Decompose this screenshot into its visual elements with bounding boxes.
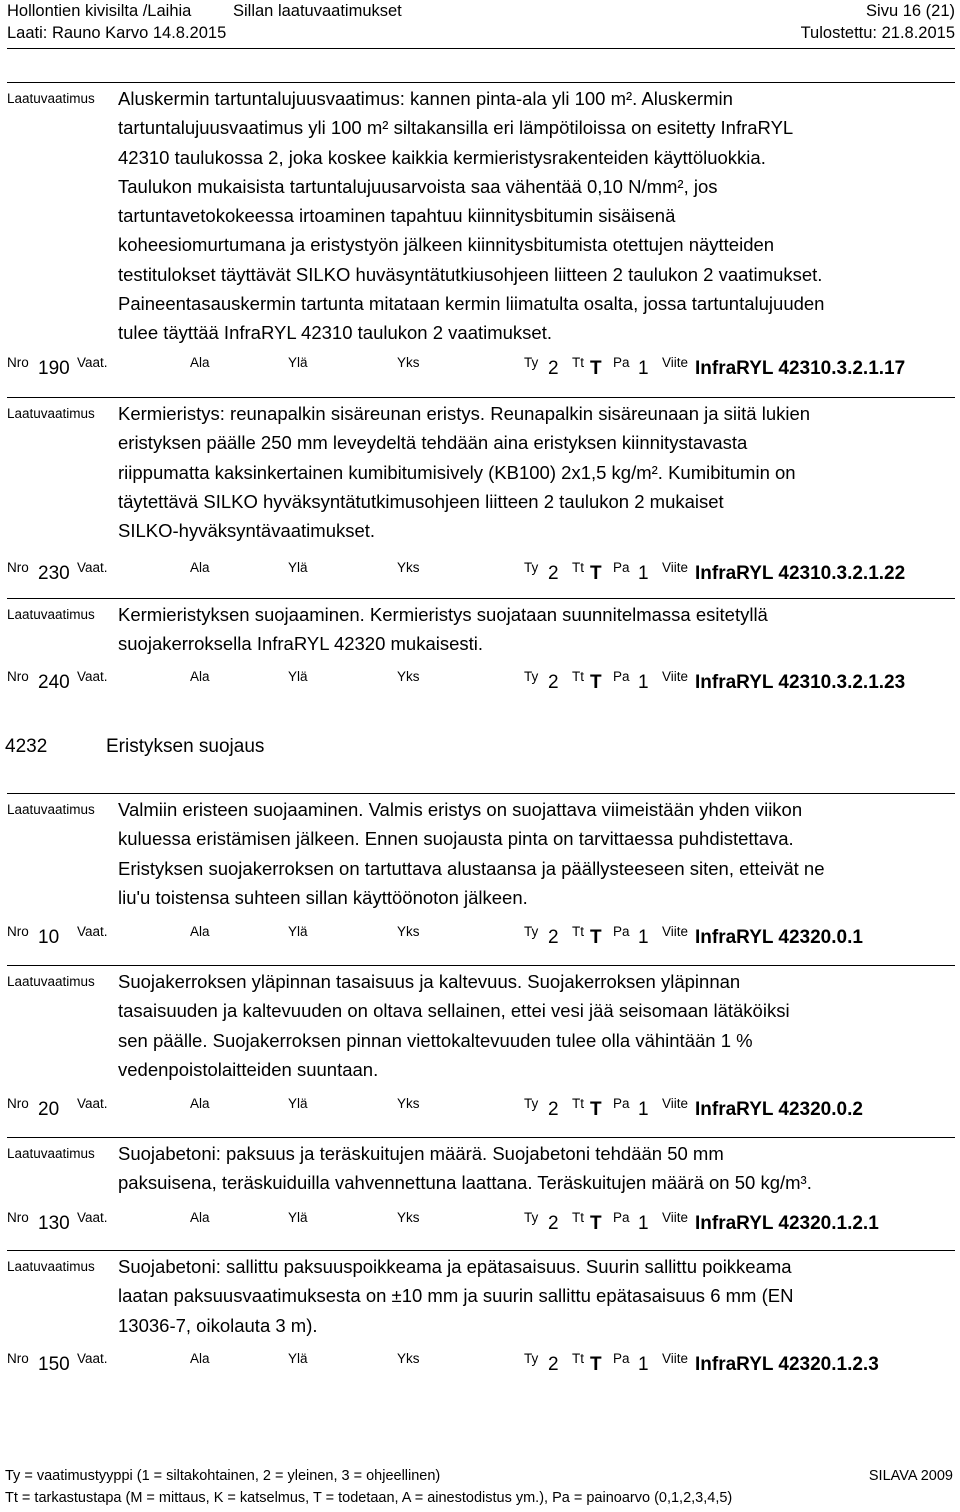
tt-value: T (590, 927, 602, 948)
viite-value: InfraRYL 42310.3.2.1.22 (695, 563, 906, 584)
footer-edition: SILAVA 2009 (868, 1468, 953, 1484)
requirement-text: Kermieristys: reunapalkin sisäreunan eristys. Reunapalkin sisäreunaan ja siitä lukien eristyksen päälle 250 mm leveydeltä tehdään aina eristyksen kiinnitystavasta riippumatta kaksinkertainen kumibitumisively (KB100) 2x1,5 kg/m². Kumibitumin on täytettävä SILKO hyväksyntätutkimusohjeen liitteen 2 taulukon 2 mukaiset SILKO-hyväksyntävaatimukset. (118, 403, 811, 542)
ala-label: Ala (190, 1210, 210, 1225)
requirement-block-240 (7, 598, 955, 696)
requirement-text: Suojabetoni: paksuus ja teräskuitujen määrä. Suojabetoni tehdään 50 mm paksuisena, teräskuiduilla vahvennettuna laattana. Teräskuitujen määrä on 50 kg/m³. (118, 1143, 812, 1194)
requirement-meta-row (7, 352, 955, 382)
requirement-label: Laatuvaatimus (7, 974, 95, 989)
yla-label: Ylä (288, 1210, 308, 1225)
requirement-divider (7, 965, 955, 966)
viite-label: Viite (662, 669, 689, 684)
pa-label: Pa (613, 1096, 630, 1111)
pa-label: Pa (613, 560, 630, 575)
yla-label: Ylä (288, 924, 308, 939)
yks-label: Yks (397, 924, 420, 939)
requirement-meta-row (7, 1093, 955, 1123)
pa-value: 1 (638, 358, 649, 379)
yks-label: Yks (397, 355, 420, 370)
ty-value: 2 (548, 563, 559, 584)
ala-label: Ala (190, 669, 210, 684)
viite-value: InfraRYL 42310.3.2.1.23 (695, 672, 906, 693)
requirement-block-130 (7, 1137, 955, 1237)
section-title: Eristyksen suojaus (106, 736, 265, 757)
requirement-divider (7, 82, 955, 83)
ty-value: 2 (548, 1354, 559, 1375)
viite-label: Viite (662, 355, 689, 370)
requirement-meta-row (7, 557, 955, 587)
ty-label: Ty (524, 560, 539, 575)
pa-value: 1 (638, 563, 649, 584)
requirement-divider (7, 793, 955, 794)
yla-label: Ylä (288, 1096, 308, 1111)
requirement-meta-row (7, 1348, 955, 1378)
yks-label: Yks (397, 1210, 420, 1225)
yla-label: Ylä (288, 355, 308, 370)
requirement-text: Aluskermin tartuntalujuusvaatimus: kannen pinta-ala yli 100 m². Aluskermin tartuntalujuusvaatimus yli 100 m² siltakansilla eri lämpötiloissa on esitetty InfraRYL 42310 taulukossa 2, joka koskee kaikkia kermieristysrakenteiden käyttöluokkia. Taulukon mukaisista tartuntalujuusarvoista saa vähentää 0,10 N/mm², jos tartuntavetokokeessa irtoaminen tapahtuu kiinnitysbitumin sisäisenä koheesiomurtumana ja eristystyön jälkeen kiinnitysbitumista otettujen näytteiden testitulokset täyttävät SILKO huväsyntätutkiusohjeen liitteen 2 taulukon 2 vaatimukset. Paineentasauskermin tartunta mitataan kermin liimatulta osalta, jossa tartuntalujuuden tulee täyttää InfraRYL 42310 taulukon 2 vaatimukset. (118, 88, 825, 344)
ala-label: Ala (190, 1351, 210, 1366)
tt-label: Tt (572, 1210, 584, 1225)
ty-value: 2 (548, 672, 559, 693)
requirement-block-150 (7, 1250, 955, 1378)
vaat-label: Vaat. (77, 1351, 108, 1366)
requirement-divider (7, 1137, 955, 1138)
nro-label: Nro (7, 1351, 29, 1366)
tt-label: Tt (572, 1351, 584, 1366)
ty-value: 2 (548, 358, 559, 379)
viite-value: InfraRYL 42320.0.2 (695, 1099, 863, 1120)
yks-label: Yks (397, 669, 420, 684)
tt-label: Tt (572, 560, 584, 575)
viite-value: InfraRYL 42310.3.2.1.17 (695, 358, 906, 379)
requirement-label: Laatuvaatimus (7, 91, 95, 106)
tt-value: T (590, 672, 602, 693)
nro-value: 230 (38, 563, 70, 584)
page-footer (5, 1468, 955, 1510)
ty-label: Ty (524, 669, 539, 684)
pa-label: Pa (613, 924, 630, 939)
requirement-block-20 (7, 965, 955, 1123)
requirement-divider (7, 1250, 955, 1251)
footer-ty-legend: Ty = vaatimustyyppi (1 = siltakohtainen, 2 = yleinen, 3 = ohjeellinen) (5, 1468, 441, 1484)
nro-label: Nro (7, 560, 29, 575)
ty-label: Ty (524, 355, 539, 370)
yla-label: Ylä (288, 669, 308, 684)
requirement-meta-row (7, 666, 955, 696)
tt-label: Tt (572, 669, 584, 684)
requirement-block-230 (7, 397, 955, 587)
author-date: Laati: Rauno Karvo 14.8.2015 (7, 24, 227, 42)
viite-value: InfraRYL 42320.1.2.3 (695, 1354, 879, 1375)
requirement-text: Kermieristyksen suojaaminen. Kermieristys suojataan suunnitelmassa esitetyllä suojakerroksella InfraRYL 42320 mukaisesti. (118, 604, 768, 655)
nro-value: 150 (38, 1354, 70, 1375)
yla-label: Ylä (288, 560, 308, 575)
vaat-label: Vaat. (77, 1210, 108, 1225)
vaat-label: Vaat. (77, 355, 108, 370)
ty-label: Ty (524, 1351, 539, 1366)
pa-label: Pa (613, 1210, 630, 1225)
pa-label: Pa (613, 1351, 630, 1366)
nro-value: 10 (38, 927, 60, 948)
viite-value: InfraRYL 42320.1.2.1 (695, 1213, 879, 1234)
requirement-label: Laatuvaatimus (7, 802, 95, 817)
tt-value: T (590, 1354, 602, 1375)
tt-label: Tt (572, 355, 584, 370)
tt-value: T (590, 358, 602, 379)
requirement-text: Suojakerroksen yläpinnan tasaisuus ja kaltevuus. Suojakerroksen yläpinnan tasaisuuden ja kaltevuuden on oltava sellainen, ettei vesi jää seisomaan lätäköiksi sen päälle. Suojakerroksen pinnan viettokaltevuuden tulee olla vähintään 1 % vedenpoistolaitteiden suuntaan. (118, 971, 790, 1080)
ty-label: Ty (524, 1210, 539, 1225)
viite-label: Viite (662, 1351, 689, 1366)
nro-label: Nro (7, 1096, 29, 1111)
viite-label: Viite (662, 560, 689, 575)
pa-value: 1 (638, 1099, 649, 1120)
section-number: 4232 (5, 736, 48, 757)
document-subtitle: Sillan laatuvaatimukset (233, 2, 402, 20)
requirement-meta-row (7, 921, 955, 951)
header-divider (7, 48, 955, 49)
pa-value: 1 (638, 672, 649, 693)
vaat-label: Vaat. (77, 560, 108, 575)
requirement-block-10 (7, 793, 955, 951)
requirement-meta-row (7, 1207, 955, 1237)
page-header (7, 0, 955, 52)
nro-label: Nro (7, 924, 29, 939)
page-number: Sivu 16 (21) (866, 2, 955, 20)
nro-label: Nro (7, 669, 29, 684)
requirement-divider (7, 598, 955, 599)
header-row-1 (7, 0, 955, 22)
ty-value: 2 (548, 927, 559, 948)
requirement-block-190 (7, 82, 955, 382)
vaat-label: Vaat. (77, 669, 108, 684)
pa-label: Pa (613, 669, 630, 684)
pa-value: 1 (638, 1354, 649, 1375)
footer-tt-legend: Tt = tarkastustapa (M = mittaus, K = katselmus, T = todetaan, A = ainestodistus ym.), Pa = painoarvo (0,1,2,3,4,5) (5, 1490, 733, 1506)
tt-label: Tt (572, 1096, 584, 1111)
viite-value: InfraRYL 42320.0.1 (695, 927, 863, 948)
pa-value: 1 (638, 1213, 649, 1234)
ala-label: Ala (190, 1096, 210, 1111)
requirement-text: Valmiin eristeen suojaaminen. Valmis eristys on suojattava viimeistään yhden viikon kuluessa eristämisen jälkeen. Ennen suojausta pinta on tarvittaessa puhdistettava. Eristyksen suojakerroksen on tartuttava alustaansa ja päällysteeseen siten, etteivät ne liu'u toistensa suhteen sillan käyttöönoton jälkeen. (118, 799, 825, 908)
nro-label: Nro (7, 355, 29, 370)
ty-label: Ty (524, 924, 539, 939)
nro-value: 20 (38, 1099, 60, 1120)
requirement-text: Suojabetoni: sallittu paksuuspoikkeama ja epätasaisuus. Suurin sallittu poikkeama laatan paksuusvaatimuksesta on ±10 mm ja suurin sallittu epätasaisuus 6 mm (EN 13036-7, oikolauta 3 m). (118, 1256, 794, 1336)
ala-label: Ala (190, 355, 210, 370)
tt-value: T (590, 1099, 602, 1120)
nro-value: 130 (38, 1213, 70, 1234)
ty-value: 2 (548, 1099, 559, 1120)
tt-value: T (590, 1213, 602, 1234)
section-heading (0, 733, 960, 761)
document-title: Hollontien kivisilta /Laihia (7, 2, 192, 20)
vaat-label: Vaat. (77, 1096, 108, 1111)
viite-label: Viite (662, 1210, 689, 1225)
viite-label: Viite (662, 1096, 689, 1111)
tt-value: T (590, 563, 602, 584)
requirement-label: Laatuvaatimus (7, 1259, 95, 1274)
requirement-label: Laatuvaatimus (7, 1146, 95, 1161)
nro-value: 240 (38, 672, 70, 693)
ty-label: Ty (524, 1096, 539, 1111)
ty-value: 2 (548, 1213, 559, 1234)
yla-label: Ylä (288, 1351, 308, 1366)
nro-value: 190 (38, 358, 70, 379)
viite-label: Viite (662, 924, 689, 939)
header-row-2 (7, 22, 955, 44)
pa-label: Pa (613, 355, 630, 370)
pa-value: 1 (638, 927, 649, 948)
yks-label: Yks (397, 560, 420, 575)
ala-label: Ala (190, 924, 210, 939)
tt-label: Tt (572, 924, 584, 939)
requirement-label: Laatuvaatimus (7, 607, 95, 622)
requirement-label: Laatuvaatimus (7, 406, 95, 421)
yks-label: Yks (397, 1096, 420, 1111)
nro-label: Nro (7, 1210, 29, 1225)
requirement-divider (7, 397, 955, 398)
print-date: Tulostettu: 21.8.2015 (800, 24, 955, 42)
ala-label: Ala (190, 560, 210, 575)
yks-label: Yks (397, 1351, 420, 1366)
vaat-label: Vaat. (77, 924, 108, 939)
